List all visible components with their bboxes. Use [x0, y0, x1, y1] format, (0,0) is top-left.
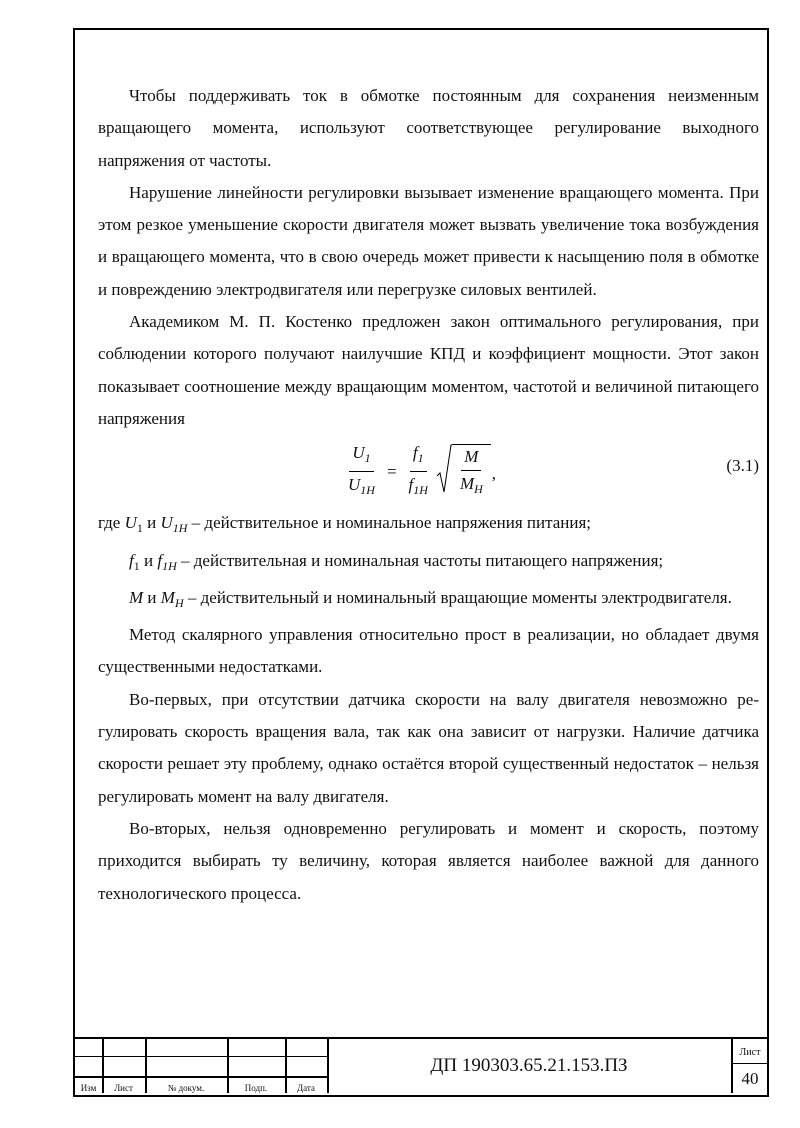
paragraph-2: Нарушение линейности регулировки вызывает изменение вращающего момента. При этом резкое уменьшение скорости двигателя может вызвать увеличение тока возбуждения и вращающего момента, что в свою очередь может привести к насыщению поля в обмотке и повреждению электродвигателя или перегрузке силовых вентилей.	[98, 182, 759, 299]
formula-expression: $\frac{U_1}{U_{1H}}$ = $\frac{f_1}{f_{1H}}$ $\frac{M}{M_H}$ ,	[342, 443, 496, 500]
formula-3-1	[98, 439, 759, 503]
definition-moment: M и $M_H$ – действительный и номинальный вращающие моменты электродвигателя.	[129, 587, 732, 610]
square-root	[436, 444, 491, 499]
document-code: ДП 190303.65.21.153.ПЗ	[430, 1055, 628, 1076]
sheet-label: Лист	[739, 1047, 761, 1058]
paragraph-4: Метод скалярного управления относительно прост в реализации, но обладает двумя существенными недостатками.	[98, 625, 759, 677]
page-content	[98, 80, 759, 910]
column-list-label: Лист	[114, 1083, 133, 1093]
formula-number: (3.1)	[726, 456, 759, 476]
fraction-moment: $\frac{M}{M_H}$	[459, 447, 483, 497]
sheet-number: 40	[741, 1069, 759, 1088]
paragraph-6: Во-вторых, нельзя одновременно регулировать и момент и скорость, поэтому приходится выбирать ту величину, которая является наиболее важной для данного технологического процесса.	[98, 818, 759, 903]
radical-sign-icon	[436, 444, 452, 496]
definition-voltage: где $U_1$ и $U_{1H}$ – действительное и номинальное напряжения питания;	[98, 513, 592, 536]
document-sheet	[73, 28, 769, 1097]
column-date-label: Дата	[297, 1083, 315, 1093]
paragraph-1: Чтобы поддерживать ток в обмотке постоянным для сохранения неизменным вращающего момента, используют соответствующее регулирование выходного напряжения от частоты.	[98, 86, 759, 170]
definition-frequency: $f_1$ и $f_{1H}$ – действительная и номинальная частоты питающего напряжения;	[129, 550, 664, 573]
paragraph-5: Во-первых, при отсутствии датчика скорости на валу двигателя невозможно регулировать скорость вращения вала, так как она зависит от нагрузки. Наличие датчика скорости решает эту проблему, однако остаётся второй существенный недостаток – нельзя регулировать момент на валу двигателя.	[98, 689, 759, 806]
fraction-frequency: $\frac{f_1}{f_{1H}}$	[408, 443, 428, 498]
column-izm-label: Изм	[80, 1083, 97, 1093]
equals-sign: =	[386, 461, 397, 481]
title-block	[75, 1037, 767, 1095]
paragraph-3: Академиком М. П. Костенко предложен закон оптимального регулирования, при соблюдении которого получают наилучшие КПД и коэффициент мощности. Этот закон показывает соотношение между вращающим моментом, частотой и величиной питающего напряжения	[98, 312, 759, 428]
column-signature-label: Подп.	[244, 1083, 268, 1093]
fraction-voltage: $\frac{U_1}{U_{1H}}$	[348, 443, 375, 498]
column-doc-label: № докум.	[167, 1083, 205, 1093]
